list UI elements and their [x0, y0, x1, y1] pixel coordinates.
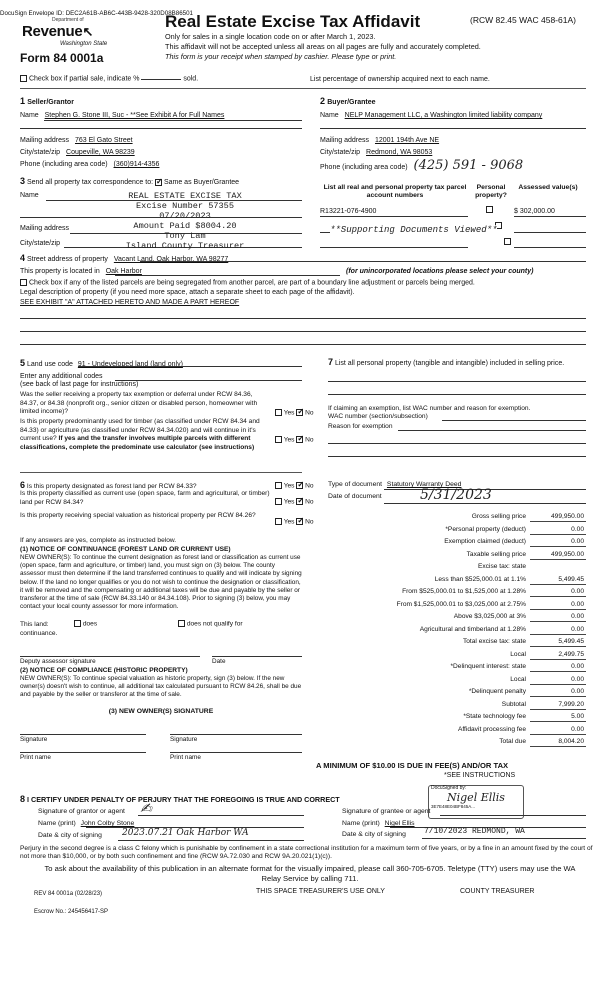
timber-answer: Yes ✓ No [275, 436, 314, 444]
document-type-label: Type of document [328, 481, 383, 488]
located-in-label: This property is located in [20, 268, 100, 275]
buyer-name-row [320, 112, 542, 120]
owner-signature-label-2: Signature [170, 736, 198, 743]
grantee-signature-label: Signature of grantee or agent [342, 808, 431, 815]
stamp-line: REAL ESTATE EXCISE TAX [128, 191, 242, 201]
segregated-checkbox[interactable] [20, 279, 27, 286]
buyer-name[interactable]: NELP Management LLC, a Washington limited liability company [344, 112, 543, 119]
seller-heading: 1 Seller/Grantor [20, 96, 74, 106]
supporting-docs-stamp: **Supporting Documents Viewed** [330, 225, 498, 235]
tax-row-label: *State technology fee [463, 713, 526, 720]
county-treasurer-label: COUNTY TREASURER [460, 888, 535, 895]
partial-sale-row [20, 75, 198, 83]
grantor-signature-label: Signature of grantor or agent [38, 808, 125, 815]
land-use-row: 5 Land use code 91 - Undeveloped land (land only) [20, 358, 183, 368]
owner-signature-label: Signature [20, 736, 48, 743]
stamp-line: Island County Treasurer [125, 241, 245, 251]
buyer-mailing-row [320, 137, 439, 145]
revenue-logo: Revenue↖ [22, 23, 94, 40]
docusign-box [428, 785, 524, 819]
street-address-label: Street address of property [26, 256, 108, 263]
historic-answer: Yes ✓ No [275, 518, 314, 526]
grantee-name[interactable]: Nigel Ellis [384, 820, 415, 827]
grantee-date-label: Date & city of signing [342, 831, 406, 838]
buyer-phone-label: Phone (including area code) [320, 164, 408, 171]
tax-row-value[interactable]: 0.00 [571, 538, 584, 545]
personal-property-checkbox[interactable] [486, 206, 493, 213]
seller-phone-label: Phone (including area code) [20, 161, 108, 168]
timber-no-checkbox[interactable] [296, 436, 303, 443]
segregated-label: Check box if any of the listed parcels are being segregated from another parcel, are part of a boundary line adjustment or parcels being merged. [28, 279, 475, 287]
forest-land-question: 6 Is this property designated as forest land per RCW 84.33? [20, 480, 197, 490]
tax-row-label: Taxable selling price [466, 550, 526, 558]
current-use-no-checkbox[interactable] [296, 498, 303, 505]
wac-number-label: WAC number (section/subsection) [328, 413, 428, 420]
partial-sold-label: sold. [183, 75, 199, 83]
section3-mailing-label: Mailing address [20, 225, 70, 232]
section3-heading-text: Send all property tax correspondence to: [26, 179, 154, 186]
section3-name-label: Name [20, 192, 39, 199]
forest-yes-checkbox[interactable] [275, 482, 282, 489]
header-note: Only for sales in a single location code on or after March 1, 2023. [165, 32, 376, 41]
street-address-row: 4 Street address of property Vacant Land, Oak Harbor, WA 98277 [20, 253, 229, 263]
land-use-code[interactable]: 91 - Undeveloped land (land only) [77, 361, 183, 368]
forest-no-checkbox[interactable] [296, 482, 303, 489]
buyer-phone-row [320, 159, 523, 174]
does-not-qualify-option: does not qualify for [178, 620, 243, 628]
revision-label: REV 84 0001a (02/28/23) [34, 891, 103, 897]
state-label: Washington State [60, 41, 108, 47]
stamp-line: Amount Paid $8004.20 [133, 221, 237, 231]
document-date[interactable]: 5/31/2023 [420, 487, 492, 503]
seller-city-label: City/state/zip [20, 149, 61, 156]
buyer-phone[interactable]: (425) 591 - 9068 [413, 158, 524, 173]
rcw-reference: (RCW 82.45 WAC 458-61A) [470, 15, 576, 25]
tax-row-value[interactable]: 499,950.00 [550, 513, 584, 520]
same-as-buyer-label: Same as Buyer/Grantee [163, 179, 240, 186]
tax-row-label: Subtotal [501, 700, 526, 708]
historic-no-checkbox[interactable] [296, 518, 303, 525]
tax-row-value[interactable]: 0.00 [571, 588, 584, 595]
envelope-id: DocuSign Envelope ID: DEC2A61B-AB6C-443B-9428-320D08B86501 [0, 10, 193, 17]
tax-row-label: *Personal property (deduct) [445, 525, 526, 533]
this-land-label: This land: [20, 621, 49, 628]
escrow-label: Escrow No.: [34, 909, 67, 915]
tax-row-label: Affidavit processing fee [457, 725, 526, 733]
reason-label: Reason for exemption [328, 423, 393, 430]
revenue-swoosh-icon: ↖ [82, 24, 94, 39]
tax-row-value[interactable]: 2,499.75 [558, 650, 584, 658]
perjury-notice: Perjury in the second degree is a class C felony which is punishable by confinement in a state correctional institution for a maximum term of five years, or by a fine in an amount fixed by the court of not more than $10,000, or by both such confinement and fine (RCW 9A.72.030 and RCW 9A.20.021(1)(c)). [20, 845, 593, 861]
seller-city-row [20, 149, 135, 157]
tax-row-label: Excise tax: state [477, 563, 526, 570]
seller-name-row [20, 112, 224, 120]
continuance-label: continuance. [20, 630, 58, 637]
header-note: This affidavit will not be accepted unless all areas on all pages are fully and accurately completed. [165, 42, 481, 51]
grantee-date-city[interactable]: 7/10/2023 REDMOND, WA [424, 827, 525, 836]
forest-answer: Yes ✓ No [275, 482, 314, 490]
street-address[interactable]: Vacant Land, Oak Harbor, WA 98277 [113, 256, 229, 263]
assessed-value[interactable]: $ 302,000.00 [514, 208, 555, 215]
header-notes [165, 32, 481, 62]
seller-city[interactable]: Coupeville, WA 98239 [66, 149, 135, 156]
header-note: This form is your receipt when stamped by cashier. Please type or print. [165, 52, 397, 61]
personal-property-checkbox[interactable] [504, 238, 511, 245]
dept-prefix: Department of [52, 17, 84, 23]
parcel-number[interactable]: R13221-076-4900 [320, 208, 377, 215]
notice-continuance-title: (1) NOTICE OF CONTINUANCE (FOREST LAND OR CURRENT USE) [20, 546, 231, 553]
tax-row-value[interactable]: 5.00 [571, 713, 584, 720]
seller-phone[interactable]: (360)914-4356 [113, 161, 160, 168]
buyer-heading: 2 Buyer/Grantee [320, 96, 376, 106]
grantor-name[interactable]: John Colby Stone [80, 820, 135, 827]
section3-heading: 3 Send all property tax correspondence to: ✓ Same as Buyer/Grantee [20, 176, 239, 187]
exemption-no-checkbox[interactable] [296, 409, 303, 416]
grantor-date-city[interactable]: 2023.07.21 Oak Harbor WA [122, 828, 249, 838]
tax-row-value[interactable]: 0.00 [571, 725, 584, 733]
tax-row-value[interactable]: 0.00 [571, 600, 584, 608]
stamp-line: Tony Lam [164, 231, 206, 241]
partial-sale-checkbox[interactable] [20, 75, 27, 82]
tax-row-value[interactable]: 7,999.20 [558, 700, 584, 708]
stamp-line: Excise Number 57355 [136, 201, 234, 211]
new-owner-signature-title: (3) NEW OWNER(S) SIGNATURE [108, 708, 214, 715]
seller-name-label: Name [20, 112, 39, 119]
seller-mailing-row [20, 137, 133, 145]
section3-city-label: City/state/zip [20, 240, 61, 247]
exemption-yes-checkbox[interactable] [275, 409, 282, 416]
tax-row-label: Exemption claimed (deduct) [444, 538, 526, 545]
tax-row-label: Above $3,025,000 at 3% [453, 613, 526, 620]
tax-row-label: Gross selling price [471, 513, 526, 520]
exemption-answer: Yes ✓ No [275, 409, 314, 417]
seller-name[interactable]: Stephen G. Stone III, Suc - **See Exhibit A for Full Names [44, 112, 225, 119]
same-as-buyer-checkbox[interactable] [155, 179, 162, 186]
tax-row-label: *Delinquent penalty [468, 688, 526, 695]
tax-row-value[interactable]: 0.00 [571, 525, 584, 533]
tax-row-value[interactable]: 5,499.45 [558, 638, 584, 645]
buyer-city-row [320, 149, 432, 157]
certify-heading: 8 I CERTIFY UNDER PENALTY OF PERJURY THAT THE FOREGOING IS TRUE AND CORRECT [20, 794, 340, 804]
seller-phone-row [20, 161, 159, 169]
exemption-claim-label: If claiming an exemption, list WAC number and reason for exemption. [328, 405, 531, 412]
owner-print-name-label-2: Print name [170, 754, 201, 761]
seller-mailing[interactable]: 763 El Gato Street [74, 137, 133, 144]
personal-property-list-heading: 7 List all personal property (tangible and intangible) included in selling price. [328, 357, 565, 367]
grantor-date-label: Date & city of signing [38, 832, 102, 839]
grantor-signature[interactable]: ✍︎ [140, 801, 152, 817]
deputy-signature-label: Deputy assessor signature [20, 658, 96, 665]
does-not-qualify-checkbox[interactable] [178, 620, 185, 627]
buyer-mailing[interactable]: 12001 194th Ave NE [374, 137, 440, 144]
excise-stamp [110, 191, 260, 251]
notice-compliance-text: NEW OWNER(S): To continue special valuation as historic property, sign (3) below. If the new owner(s) doesn't wish to continue, all additional tax calculated pursuant to RCW 84.26, shall be due and payable by the seller or transferor at the time of sale. [20, 675, 302, 699]
additional-codes-label: Enter any additional codes [20, 373, 103, 380]
ownership-note: List percentage of ownership acquired next to each name. [310, 76, 490, 83]
tax-row-label: *Delinquent interest: state [450, 663, 526, 670]
tax-row-label: Local [510, 650, 526, 658]
grantor-name-label: Name (print) [38, 820, 76, 827]
buyer-name-label: Name [320, 112, 339, 119]
legal-description[interactable]: SEE EXHIBIT "A" ATTACHED HERETO AND MADE A PART HEREOF [20, 299, 240, 306]
document-date-label: Date of document [328, 493, 382, 500]
stamp-line: 07/20/2023 [159, 211, 211, 221]
see-back-label: (see back of last page for instructions) [20, 381, 139, 388]
current-use-question: Is this property classified as current use (open space, farm and agricultural, or timber) land per RCW 84.34? [20, 490, 270, 506]
alt-format-note: To ask about the availability of this publication in an alternate format for the visually impaired, please call 360-705-6705. Teletype (TTY) users may use the WA Relay Service by calling 711. [44, 864, 576, 883]
partial-sale-label: Check box if partial sale, indicate % [28, 75, 140, 83]
minimum-fee-note: A MINIMUM OF $10.00 IS DUE IN FEE(S) AND/OR TAX [316, 761, 509, 770]
tax-row-value[interactable]: 0.00 [571, 675, 584, 683]
treasurer-use-label: THIS SPACE TREASURER'S USE ONLY [256, 888, 385, 895]
buyer-mailing-label: Mailing address [320, 137, 370, 144]
tax-row-value[interactable]: 0.00 [571, 688, 584, 695]
personal-column-header: Personal property? [475, 184, 507, 199]
escrow-number: 245456417-SP [68, 909, 109, 915]
grantee-name-label: Name (print) [342, 820, 380, 827]
parcel-column-header: List all real and personal property tax parcel account numbers [323, 184, 467, 199]
land-use-label: Land use code [26, 361, 73, 368]
current-use-yes-checkbox[interactable] [275, 498, 282, 505]
historic-yes-checkbox[interactable] [275, 518, 282, 525]
tax-row-label: Local [510, 675, 526, 683]
docusign-id: 3E7E48E04BF845A... [431, 804, 476, 810]
legal-description-label: Legal description of property (if you need more space, attach a separate sheet to each page of the affidavit). [20, 289, 355, 296]
tax-row-value[interactable]: 8,004.20 [558, 738, 584, 745]
notice-compliance-title: (2) NOTICE OF COMPLIANCE (HISTORIC PROPERTY) [20, 667, 188, 674]
seller-mailing-label: Mailing address [20, 137, 70, 144]
docusigned-label: DocuSigned by: [431, 785, 467, 791]
tax-row-label: Total excise tax: state [462, 638, 526, 645]
document-type[interactable]: Statutory Warranty Deed [386, 481, 462, 488]
historic-question: Is this property receiving special valuation as historical property per RCW 84.26? [20, 512, 256, 519]
timber-yes-checkbox[interactable] [275, 436, 282, 443]
buyer-city-label: City/state/zip [320, 149, 361, 156]
timber-question: Is this property predominantly used for timber (as classified under RCW 84.34 and 84.33) or agriculture (as classified under RCW 84.34.020) and will continue in it's current use? If yes and the transfer involves multiple parcels with different classifications, complete the predominate use calculator (see instructions) [20, 418, 260, 451]
located-in-value[interactable]: Oak Harbor [105, 268, 142, 275]
assessed-column-header: Assessed value(s) [518, 184, 578, 191]
tax-row-value[interactable]: 0.00 [571, 613, 584, 620]
deputy-date-label: Date [212, 658, 226, 665]
segregated-row [20, 279, 475, 287]
notice-continuance-text: NEW OWNER(S): To continue the current designation as forest land or classification as current use (open space, farm and agriculture, or timber) land, you must sign on (3) below. The county assessor must then determine if the land transferred continues to qualify and will indicate by signing below. If the land no longer qualifies or you do not wish to continue the designation or classification, it will be removed and the compensating or additional taxes will be due and payable by the seller or transferor at the time of sale (RCW 84.33.140 or 84.34.108). Prior to signing (3) below, you may contact your local county assessor for more information. [20, 554, 302, 611]
tax-row-label: From $525,000.01 to $1,525,000 at 1.28% [402, 588, 526, 595]
if-yes-note: If any answers are yes, complete as instructed below. [20, 537, 177, 544]
owner-print-name-label: Print name [20, 754, 51, 761]
grantee-signature[interactable]: Nigel Ellis [447, 790, 505, 804]
escrow-row [34, 909, 108, 916]
tax-row-label: Agricultural and timberland at 1.28% [419, 625, 526, 633]
buyer-city[interactable]: Redmond, WA 98053 [366, 149, 433, 156]
form-title: Real Estate Excise Tax Affidavit [165, 12, 421, 31]
form-number: Form 84 0001a [20, 51, 104, 65]
current-use-answer: Yes ✓ No [275, 498, 314, 506]
does-qualify-option: does [74, 620, 97, 628]
tax-row-label: Total due [499, 738, 526, 745]
tax-row-value[interactable]: 5,499.45 [558, 575, 584, 583]
unincorporated-note: (for unincorporated locations please select your county) [346, 268, 534, 275]
does-qualify-checkbox[interactable] [74, 620, 81, 627]
tax-row-value[interactable]: 0.00 [571, 663, 584, 670]
tax-row-value[interactable]: 499,950.00 [550, 550, 584, 558]
tax-row-label: Less than $525,000.01 at 1.1% [434, 575, 526, 583]
see-instructions-note: *SEE INSTRUCTIONS [444, 772, 516, 779]
tax-row-label: From $1,525,000.01 to $3,025,000 at 2.75% [396, 600, 526, 608]
exemption-question: Was the seller receiving a property tax exemption or deferral under RCW 84.36, 84.37, or 84.38 (nonprofit org., senior citizen or disabled person, homeowner with limited income)? [20, 391, 258, 415]
tax-row-value[interactable]: 0.00 [571, 625, 584, 633]
